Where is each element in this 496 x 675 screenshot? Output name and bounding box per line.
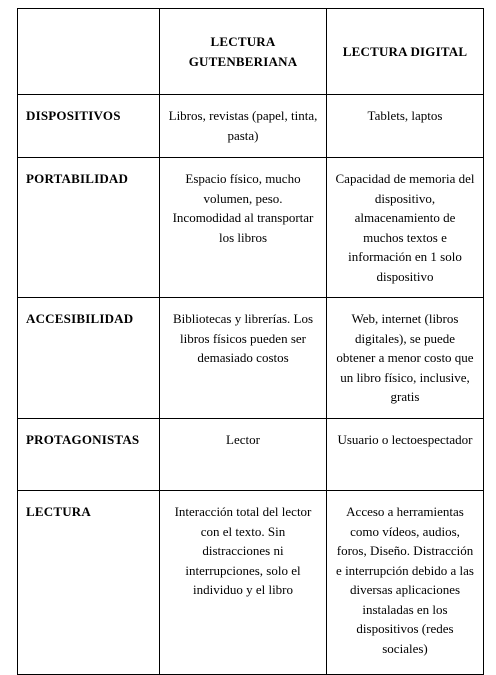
row-label-lectura: LECTURA <box>18 491 160 675</box>
header-row <box>18 9 484 95</box>
header-lectura-digital: LECTURA DIGITAL <box>327 9 484 95</box>
header-lectura-gutenberiana: LECTURA GUTENBERIANA <box>160 9 327 95</box>
cell-digital-accesibilidad: Web, internet (libros digitales), se puede obtener a menor costo que un libro físico, inclusive, gratis <box>327 298 484 419</box>
cell-gutenberiana-accesibilidad: Bibliotecas y librerías. Los libros físicos pueden ser demasiado costos <box>160 298 327 419</box>
cell-gutenberiana-protagonistas: Lector <box>160 419 327 491</box>
cell-digital-lectura: Acceso a herramientas como vídeos, audios, foros, Diseño. Distracción e interrupción debido a las diversas aplicaciones instaladas en los dispositivos (redes sociales) <box>327 491 484 675</box>
table-row <box>18 95 484 158</box>
header-empty-cell <box>18 9 160 95</box>
cell-digital-portabilidad: Capacidad de memoria del dispositivo, almacenamiento de muchos textos e información en 1 solo dispositivo <box>327 158 484 298</box>
table-row <box>18 491 484 675</box>
table-row <box>18 419 484 491</box>
cell-gutenberiana-dispositivos: Libros, revistas (papel, tinta, pasta) <box>160 95 327 158</box>
comparison-table <box>17 8 484 675</box>
cell-digital-dispositivos: Tablets, laptos <box>327 95 484 158</box>
cell-gutenberiana-portabilidad: Espacio físico, mucho volumen, peso. Incomodidad al transportar los libros <box>160 158 327 298</box>
row-label-portabilidad: PORTABILIDAD <box>18 158 160 298</box>
table-row <box>18 158 484 298</box>
row-label-accesibilidad: ACCESIBILIDAD <box>18 298 160 419</box>
row-label-dispositivos: DISPOSITIVOS <box>18 95 160 158</box>
row-label-protagonistas: PROTAGONISTAS <box>18 419 160 491</box>
cell-digital-protagonistas: Usuario o lectoespectador <box>327 419 484 491</box>
cell-gutenberiana-lectura: Interacción total del lector con el texto. Sin distracciones ni interrupciones, solo el individuo y el libro <box>160 491 327 675</box>
table-row <box>18 298 484 419</box>
